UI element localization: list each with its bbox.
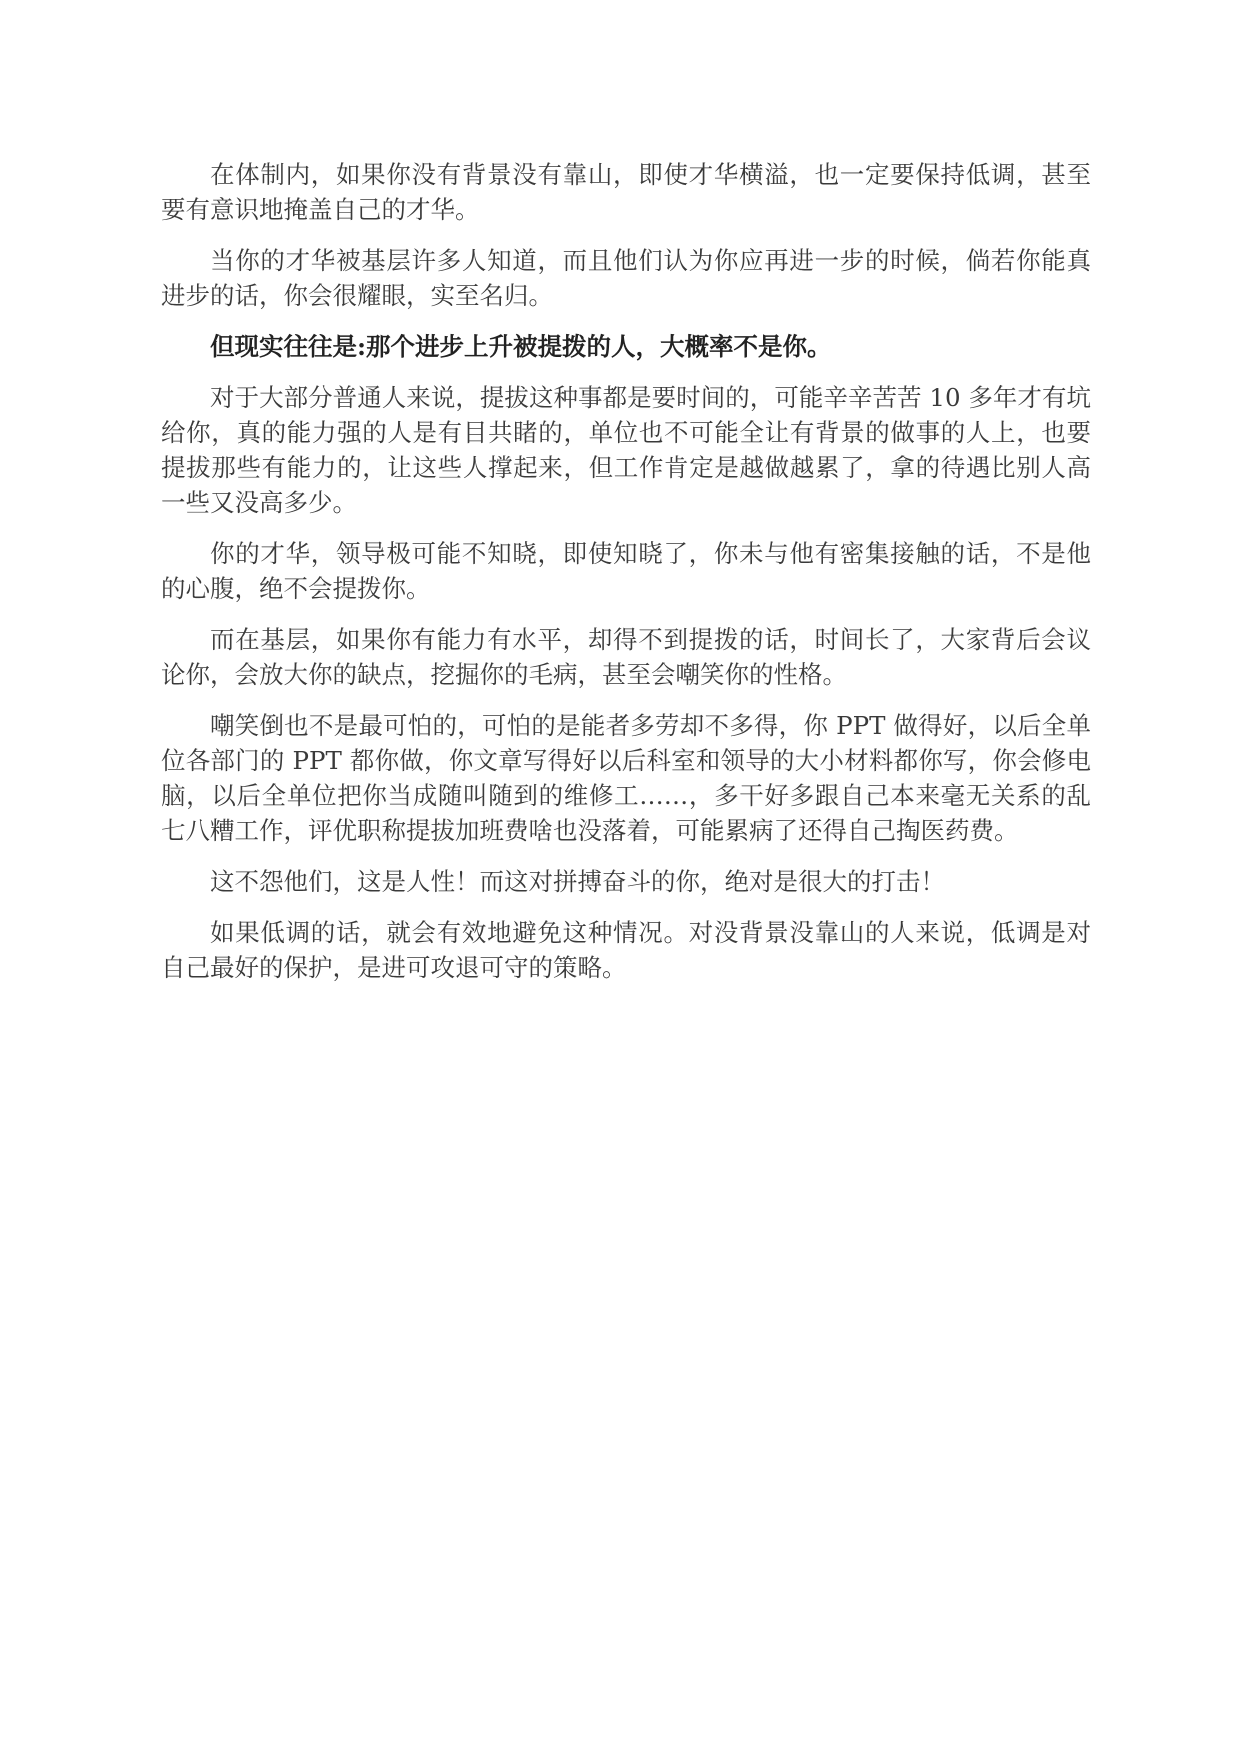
paragraph: 当你的才华被基层许多人知道，而且他们认为你应再进一步的时候，倘若你能真进步的话，你会很耀眼，实至名归。 <box>161 246 1091 310</box>
paragraph: 你的才华，领导极可能不知晓，即使知晓了，你未与他有密集接触的话，不是他的心腹，绝不会提拨你。 <box>161 539 1091 603</box>
paragraph: 如果低调的话，就会有效地避免这种情况。对没背景没靠山的人来说，低调是对自己最好的保护，是进可攻退可守的策略。 <box>161 918 1091 982</box>
paragraph: 而在基层，如果你有能力有水平，却得不到提拨的话，时间长了，大家背后会议论你，会放大你的缺点，挖掘你的毛病，甚至会嘲笑你的性格。 <box>161 625 1091 689</box>
bold-paragraph: 但现实往往是:那个进步上升被提拨的人，大概率不是你。 <box>210 332 832 361</box>
document-body <box>161 157 1091 1001</box>
paragraph: 对于大部分普通人来说，提拔这种事都是要时间的，可能辛辛苦苦 10 多年才有坑给你，真的能力强的人是有目共睹的，单位也不可能全让有背景的做事的人上，也要提拔那些有能力的，让这些人撑起来，但工作肯定是越做越累了，拿的待遇比别人高一些又没高多少。 <box>161 383 1091 517</box>
paragraph: 这不怨他们，这是人性！而这对拼搏奋斗的你，绝对是很大的打击！ <box>210 867 945 896</box>
paragraph: 在体制内，如果你没有背景没有靠山，即使才华横溢，也一定要保持低调，甚至要有意识地掩盖自己的才华。 <box>161 160 1091 224</box>
paragraph: 嘲笑倒也不是最可怕的，可怕的是能者多劳却不多得，你 PPT 做得好，以后全单位各部门的 PPT 都你做，你文章写得好以后科室和领导的大小材料都你写，你会修电脑，以后全单位把你当成随叫随到的维修工……，多干好多跟自己本来毫无关系的乱七八糟工作，评优职称提拔加班费啥也没落着，可能累病了还得自己掏医药费。 <box>161 711 1091 845</box>
